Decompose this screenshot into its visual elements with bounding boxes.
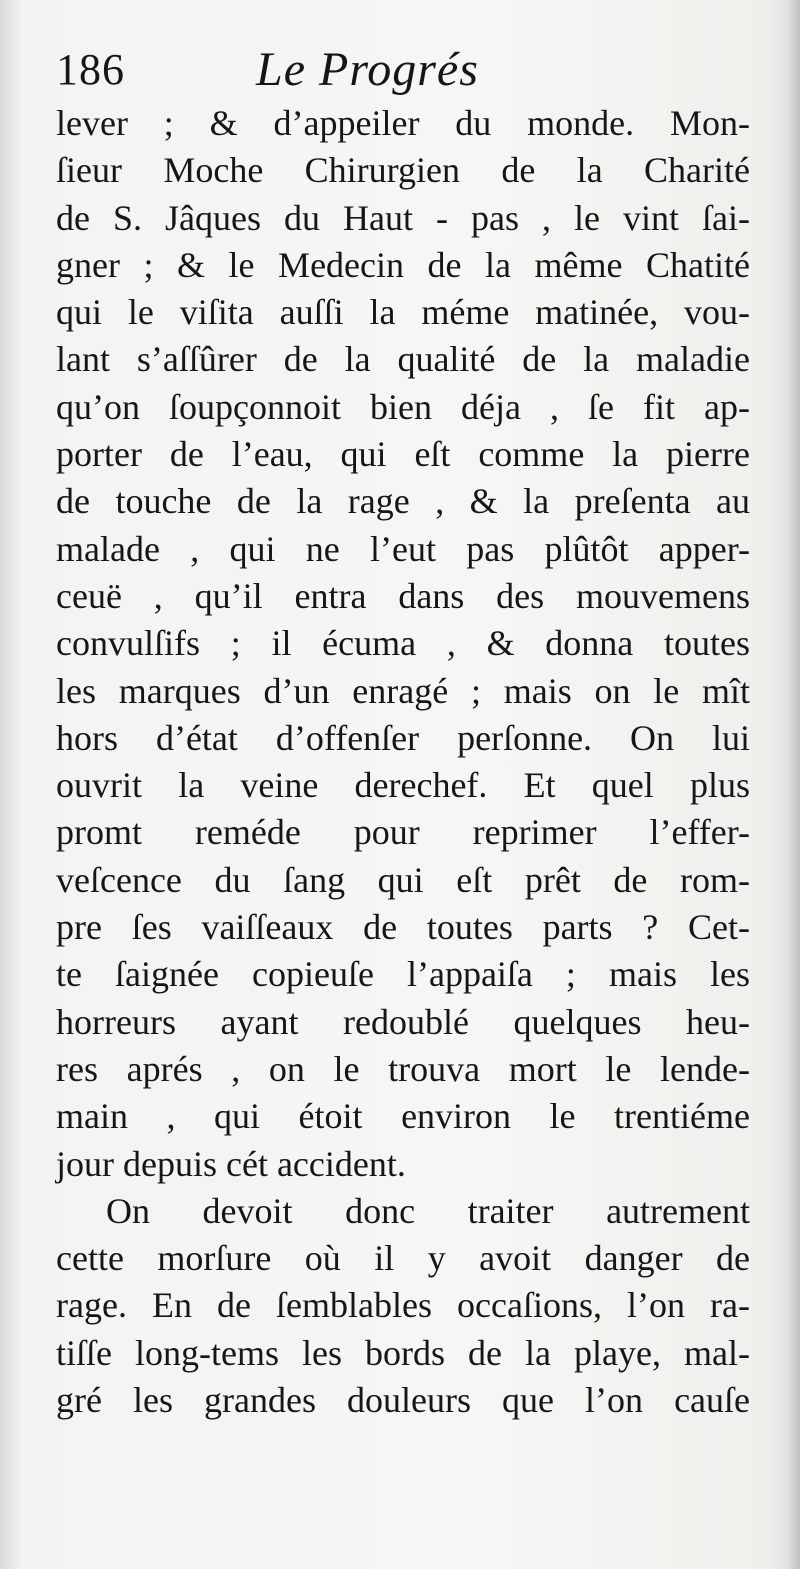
- text-line: veſcence du ſang qui eſt prêt de rom-: [56, 859, 750, 900]
- text-line: ouvrit la veine derechef. Et quel plus: [56, 765, 750, 806]
- text-line: horreurs ayant redoublé quelques heu-: [56, 1001, 750, 1042]
- paragraph: [56, 100, 750, 1188]
- text-line: lant s’aſſûrer de la qualité de la maladie: [56, 339, 750, 380]
- page-header: [56, 38, 760, 98]
- running-title: Le Progrés: [256, 43, 479, 96]
- text-line: pre ſes vaiſſeaux de toutes parts ? Cet-: [56, 907, 750, 948]
- text-line: qui le viſita auſſi la méme matinée, vou-: [56, 292, 750, 333]
- text-line: gner ; & le Medecin de la même Chatité: [56, 244, 750, 285]
- page-number: 186: [56, 45, 125, 94]
- text-line: gré les grandes douleurs que l’on cauſe: [56, 1380, 750, 1421]
- text-line: hors d’état d’offenſer perſonne. On lui: [56, 717, 750, 758]
- text-line: de touche de la rage , & la preſenta au: [56, 481, 750, 522]
- text-line: ſieur Moche Chirurgien de la Charité: [56, 150, 750, 191]
- text-line: main , qui étoit environ le trentiéme: [56, 1096, 750, 1137]
- text-line: rage. En de ſemblables occaſions, l’on ra-: [56, 1285, 750, 1326]
- text-line: jour depuis cét accident.: [56, 1143, 406, 1184]
- text-line: lever ; & d’appeiler du monde. Mon-: [56, 103, 750, 143]
- text-line: On devoit donc traiter autrement: [106, 1190, 750, 1231]
- page-edge-shadow: [786, 0, 800, 1569]
- text-line: porter de l’eau, qui eſt comme la pierre: [56, 434, 750, 475]
- text-line: qu’on ſoupçonnoit bien déja , ſe fit ap-: [56, 386, 750, 427]
- text-line: malade , qui ne l’eut pas plûtôt apper-: [56, 528, 750, 569]
- text-line: convulſifs ; il écuma , & donna toutes: [56, 623, 750, 664]
- text-line: les marques d’un enragé ; mais on le mît: [56, 670, 750, 711]
- text-line: res aprés , on le trouva mort le lende-: [56, 1048, 750, 1089]
- paragraph: [56, 1188, 750, 1424]
- body-text: [56, 100, 750, 1424]
- text-line: de S. Jâques du Haut - pas , le vint ſai-: [56, 197, 750, 238]
- text-line: promt reméde pour reprimer l’effer-: [56, 812, 750, 853]
- text-line: ceuë , qu’il entra dans des mouvemens: [56, 575, 750, 616]
- text-line: cette morſure où il y avoit danger de: [56, 1238, 750, 1279]
- text-line: te ſaignée copieuſe l’appaiſa ; mais les: [56, 954, 750, 995]
- text-line: tiſſe long-tems les bords de la playe, mal-: [56, 1332, 750, 1373]
